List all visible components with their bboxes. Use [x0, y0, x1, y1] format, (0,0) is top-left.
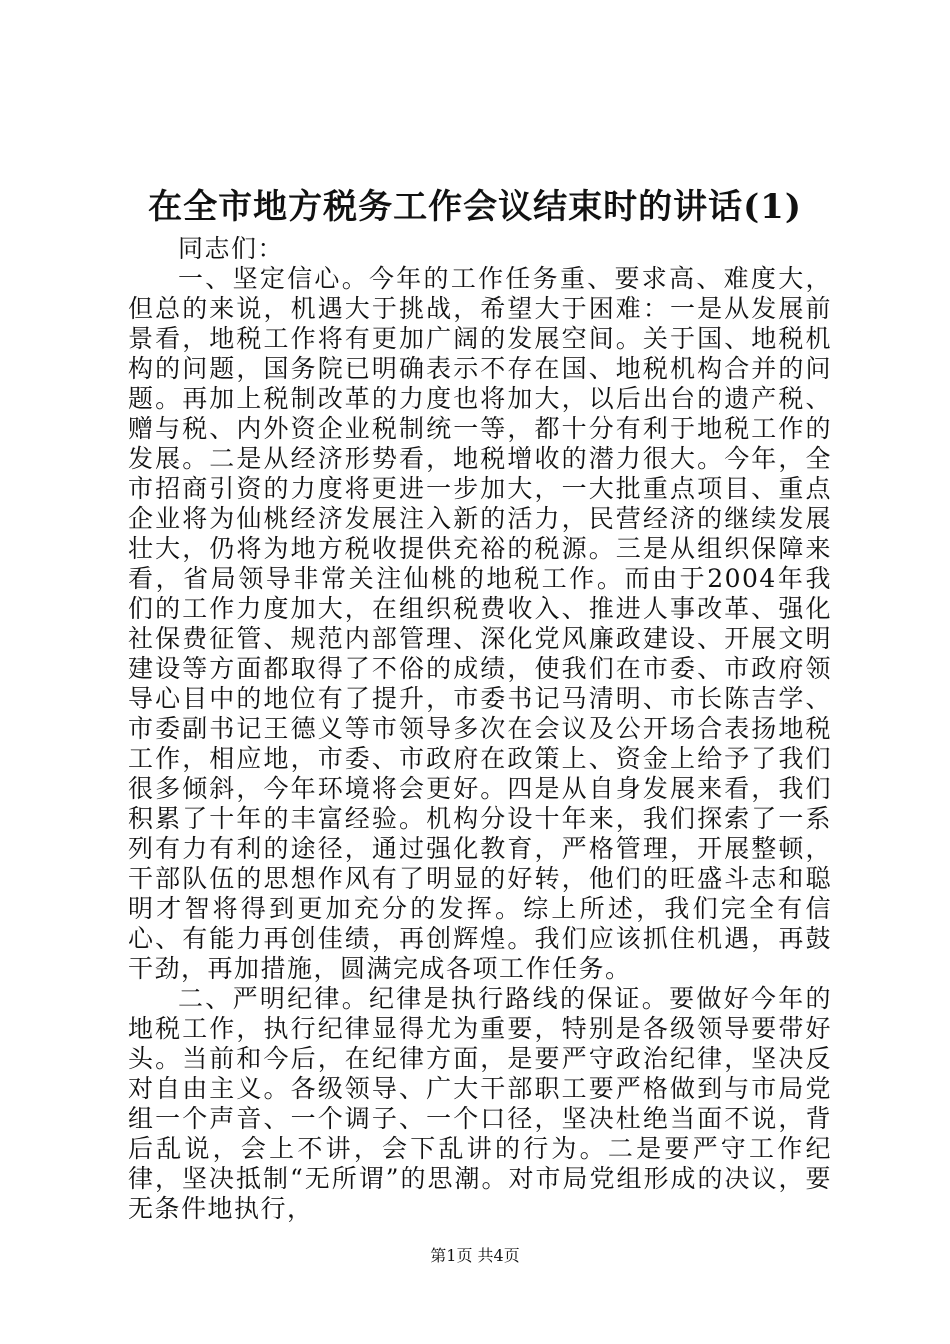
page-footer: 第1页 共4页	[430, 1246, 520, 1265]
paragraph-confidence: 一、坚定信心。今年的工作任务重、要求高、难度大，但总的来说，机遇大于挑战，希望大于困难：一是从发展前景看，地税工作将有更加广阔的发展空间。关于国、地税机构的问题，国务院已明确表示不存在国、地税机构合并的问题。再加上税制改革的力度也将加大，以后出台的遗产税、赠与税、内外资企业税制统一等，都十分有利于地税工作的发展。二是从经济形势看，地税增收的潜力很大。今年，全市招商引资的力度将更进一步加大，一大批重点项目、重点企业将为仙桃经济发展注入新的活力，民营经济的继续发展壮大，仍将为地方税收提供充裕的税源。三是从组织保障来看，省局领导非常关注仙桃的地税工作。而由于2004年我们的工作力度加大，在组织税费收入、推进人事改革、强化社保费征管、规范内部管理、深化党风廉政建设、开展文明建设等方面都取得了不俗的成绩，使我们在市委、市政府领导心目中的地位有了提升，市委书记马清明、市长陈吉学、市委副书记王德义等市领导多次在会议及公开场合表扬地税工作，相应地，市委、市政府在政策上、资金上给予了我们很多倾斜，今年环境将会更好。四是从自身发展来看，我们积累了十年的丰富经验。机构分设十年来，我们探索了一系列有力有利的途径，通过强化教育，严格管理，开展整顿，干部队伍的思想作风有了明显的好转，他们的旺盛斗志和聪明才智将得到更加充分的发挥。综上所述，我们完全有信心、有能力再创佳绩，再创辉煌。我们应该抓住机遇，再鼓干劲，再加措施，圆满完成各项工作任务。	[128, 264, 832, 983]
salutation: 同志们：	[178, 234, 285, 263]
document-title: 在全市地方税务工作会议结束时的讲话(1)	[148, 187, 802, 227]
document-body	[128, 234, 832, 1224]
paragraph-discipline: 二、严明纪律。纪律是执行路线的保证。要做好今年的地税工作，执行纪律显得尤为重要，特别是各级领导要带好头。当前和今后，在纪律方面，是要严守政治纪律，坚决反对自由主义。各级领导、广大干部职工要严格做到与市局党组一个声音、一个调子、一个口径，坚决杜绝当面不说，背后乱说，会上不讲，会下乱讲的行为。二是要严守工作纪律，坚决抵制“无所谓”的思潮。对市局党组形成的决议，要无条件地执行，	[128, 984, 832, 1223]
